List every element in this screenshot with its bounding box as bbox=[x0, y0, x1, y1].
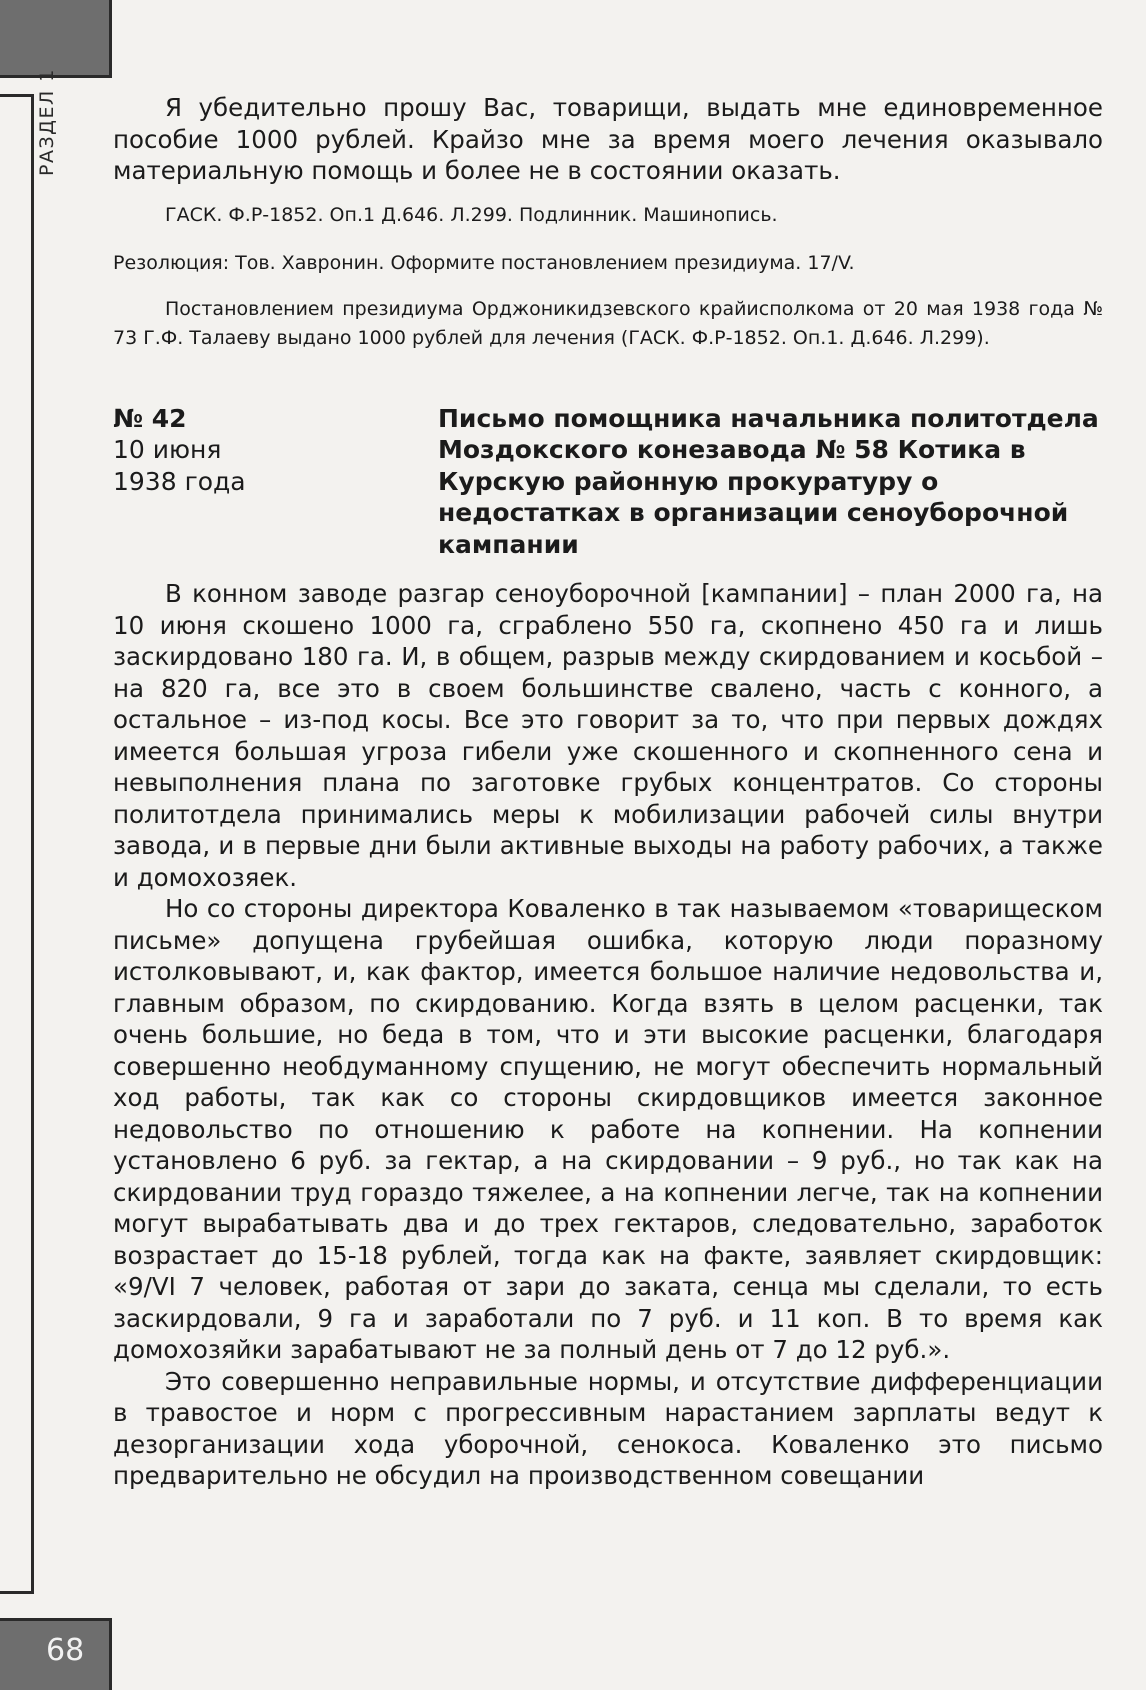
document-header bbox=[113, 403, 1103, 561]
document-meta bbox=[113, 403, 438, 561]
page-number: 68 bbox=[46, 1633, 85, 1668]
closing-paragraph: Я убедительно прошу Вас, товарищи, выдать мне единовременное пособие 1000 рублей. Крайзо мне за время моего лечения оказывало материальную помощь и более не в состоянии оказать. bbox=[113, 93, 1103, 185]
editor-note: Постановлением президиума Орджоникидзевского крайисполкома от 20 мая 1938 года № 73 Г.Ф. Талаеву выдано 1000 рублей для лечения (ГАСК. Ф.Р-1852. Оп.1. Д.646. Л.299). bbox=[113, 297, 1103, 349]
document-date-day: 10 июня bbox=[113, 435, 222, 464]
page-content bbox=[113, 92, 1103, 1492]
top-margin-tab bbox=[0, 0, 112, 78]
document-date-year: 1938 года bbox=[113, 466, 246, 496]
body-paragraph: Это совершенно неправильные нормы, и отсутствие дифференциации в травостое и норм с прогрессивным нарастанием зарплаты ведут к дезорганизации хода уборочной, сенокоса. Коваленко это письмо предварительно не обсудил на производственном совещании bbox=[113, 1366, 1103, 1490]
archive-source: ГАСК. Ф.Р-1852. Оп.1 Д.646. Л.299. Подлинник. Машинопись. bbox=[165, 203, 778, 226]
document-title: Письмо помощника начальника политотдела Моздокского конезавода № 58 Котика в Курскую районную прокуратуру о недостатках в организации сеноуборочной кампании bbox=[438, 403, 1099, 559]
body-paragraph: Но со стороны директора Коваленко в так называемом «товарищеском письме» допущена грубейшая ошибка, которую люди поразному истолковывают, и, как фактор, имеется большое наличие недовольства и, главным образом, по скирдованию. Когда взять в целом расценки, так очень большие, но беда в том, что и эти высокие расценки, благодаря совершенно необдуманному спущению, не могут обеспечить нормальный ход работы, так как со стороны скирдовщиков имеется законное недовольство по отношению к работе на копнении. На копнении установлено 6 руб. за гектар, а на скирдовании – 9 руб., но так как на скирдовании труд гораздо тяжелее, а на копнении легче, так на копнении могут вырабатывать два и до трех гектаров, следовательно, заработок возрастает до 15-18 рублей, тогда как на факте, заявляет скирдовщик: «9/VI 7 человек, работая от зари до заката, сенца мы сделали, то есть заскирдовали, 9 га и заработали по 7 руб. и 11 коп. В то время как домохозяйки зарабатывают не за полный день от 7 до 12 руб.». bbox=[113, 894, 1103, 1364]
resolution: Резолюция: Тов. Хавронин. Оформите постановлением президиума. 17/V. bbox=[113, 251, 855, 274]
document-body bbox=[113, 578, 1103, 1492]
section-side-frame bbox=[0, 94, 34, 1594]
section-label-text: РАЗДЕЛ 1 bbox=[36, 68, 58, 176]
document-number: № 42 bbox=[113, 403, 187, 433]
body-paragraph: В конном заводе разгар сеноуборочной [кампании] – план 2000 га, на 10 июня скошено 1000 га, сграблено 550 га, скопнено 450 га и лишь заскирдовано 180 га. И, в общем, разрыв между скирдованием и косьбой – на 820 га, все это в своем большинстве свалено, часть с конного, а остальное – из-под косы. Все это говорит за то, что при первых дождях имеется большая угроза гибели уже скошенного и скопненного сена и невыполнения плана по заготовке грубых концентратов. Со стороны политотдела принимались меры к мобилизации рабочей силы внутри завода, и в первые дни были активные выходы на работу рабочих, а также и домохозяек. bbox=[113, 579, 1103, 892]
